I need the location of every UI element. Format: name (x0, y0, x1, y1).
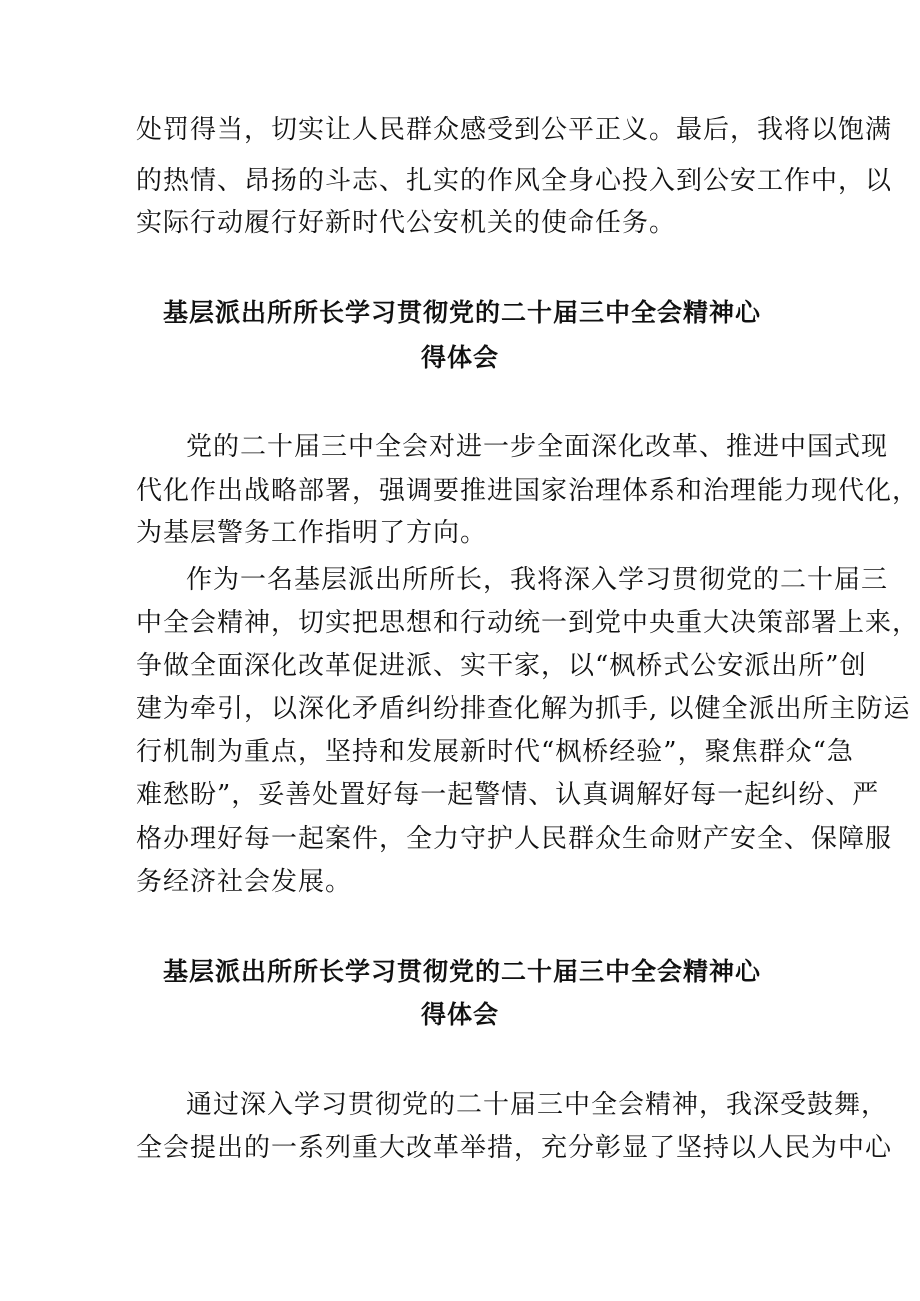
text-line: 通过深入学习贯彻党的二十届三中全会精神，我深受鼓舞， (186, 1090, 889, 1120)
text-line: 代化作出战略部署，强调要推进国家治理体系和治理能力现代化， (136, 476, 920, 506)
text-line: 建为牵引，以深化矛盾纠纷排查化解为抓手, 以健全派出所主防运 (136, 694, 911, 724)
text-line: 作为一名基层派出所所长，我将深入学习贯彻党的二十届三 (186, 565, 889, 595)
text-line: 格办理好每一起案件，全力守护人民群众生命财产安全、保障服 (136, 824, 893, 854)
section-title-line-2: 得体会 (420, 343, 499, 372)
text-line: 全会提出的一系列重大改革举措，充分彰显了坚持以人民为中心 (136, 1133, 893, 1163)
text-line: 为基层警务工作指明了方向。 (136, 518, 488, 548)
section-title-line-1: 基层派出所所长学习贯彻党的二十届三中全会精神心 (162, 298, 761, 327)
section-title-line-1: 基层派出所所长学习贯彻党的二十届三中全会精神心 (162, 957, 761, 986)
text-line: 行机制为重点，坚持和发展新时代“枫桥经验”，聚焦群众“急 (136, 737, 854, 767)
text-line: 难愁盼”，妥善处置好每一起警情、认真调解好每一起纠纷、严 (136, 780, 880, 810)
text-line: 的热情、昂扬的斗志、扎实的作风全身心投入到公安工作中，以 (136, 166, 893, 196)
text-line: 争做全面深化改革促进派、实干家，以“枫桥式公安派出所”创 (136, 651, 867, 681)
text-line: 中全会精神，切实把思想和行动统一到党中央重大决策部署上来， (136, 608, 920, 638)
section-title-line-2: 得体会 (420, 1000, 499, 1029)
text-line: 实际行动履行好新时代公安机关的使命任务。 (136, 208, 677, 238)
text-line: 处罚得当，切实让人民群众感受到公平正义。最后，我将以饱满 (136, 115, 893, 145)
text-line: 党的二十届三中全会对进一步全面深化改革、推进中国式现 (186, 432, 889, 462)
text-line: 务经济社会发展。 (136, 867, 353, 897)
